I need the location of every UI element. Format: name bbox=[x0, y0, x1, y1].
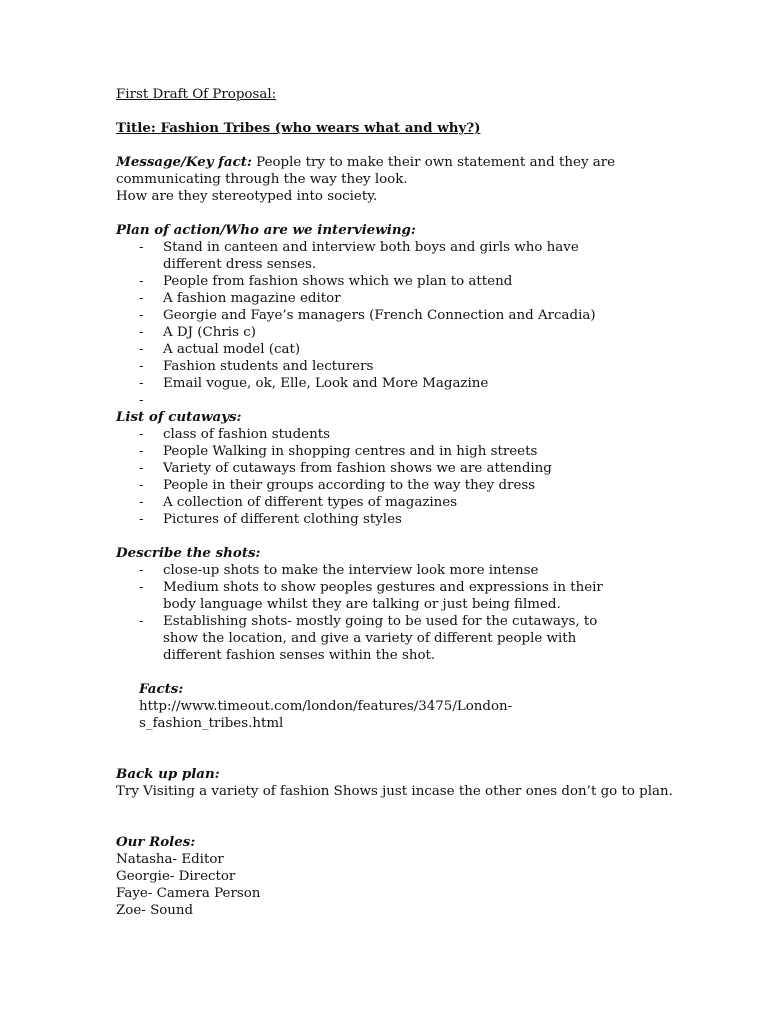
shot-item-text: close-up shots to make the interview look more intense bbox=[163, 563, 539, 578]
bullet-dash: - bbox=[139, 614, 144, 629]
plan-item bbox=[139, 358, 708, 375]
cutaway-item-text: People Walking in shopping centres and in high streets bbox=[163, 444, 538, 459]
plan-item bbox=[139, 392, 708, 409]
message-text-1: People try to make their own statement and they are bbox=[251, 155, 616, 170]
message-text-3: How are they stereotyped into society. bbox=[116, 189, 378, 204]
shots-heading: Describe the shots: bbox=[116, 545, 261, 561]
plan-item-text: A actual model (cat) bbox=[163, 342, 301, 357]
shot-item-text: Establishing shots- mostly going to be used for the cutaways, to show the location, and give a variety of different people with different fashion senses within the shot. bbox=[163, 614, 598, 663]
plan-item-text: A DJ (Chris c) bbox=[163, 325, 256, 340]
cutaway-item-text: Variety of cutaways from fashion shows we are attending bbox=[163, 461, 552, 476]
plan-item bbox=[139, 290, 708, 307]
role-item: Faye- Camera Person bbox=[116, 886, 261, 901]
cutaway-item bbox=[139, 477, 708, 494]
role-item: Zoe- Sound bbox=[116, 903, 194, 918]
bullet-dash: - bbox=[139, 240, 144, 255]
cutaway-item-text: A collection of different types of magazines bbox=[163, 495, 458, 510]
shot-item-text: Medium shots to show peoples gestures and expressions in their body language whilst they are talking or just being filmed. bbox=[163, 580, 603, 612]
facts-heading: Facts: bbox=[139, 681, 184, 697]
bullet-dash: - bbox=[139, 563, 144, 578]
bullet-dash: - bbox=[139, 393, 144, 408]
draft-title: First Draft Of Proposal: bbox=[116, 87, 277, 102]
bullet-dash: - bbox=[139, 376, 144, 391]
shot-item bbox=[139, 579, 708, 613]
cutaway-item bbox=[139, 443, 708, 460]
cutaway-item-text: class of fashion students bbox=[163, 427, 330, 442]
bullet-dash: - bbox=[139, 342, 144, 357]
shot-item bbox=[139, 562, 708, 579]
plan-item bbox=[139, 273, 708, 290]
cutaway-item bbox=[139, 494, 708, 511]
bullet-dash: - bbox=[139, 359, 144, 374]
roles-heading: Our Roles: bbox=[116, 834, 196, 850]
facts-link-line-1[interactable]: http://www.timeout.com/london/features/3475/London- bbox=[139, 699, 513, 714]
plan-item-text: Georgie and Faye’s managers (French Connection and Arcadia) bbox=[163, 308, 596, 323]
cutaway-item bbox=[139, 460, 708, 477]
bullet-dash: - bbox=[139, 444, 144, 459]
roles-list bbox=[116, 851, 708, 919]
plan-heading: Plan of action/Who are we interviewing: bbox=[116, 222, 416, 238]
cutaway-item-text: Pictures of different clothing styles bbox=[163, 512, 402, 527]
role-item: Natasha- Editor bbox=[116, 852, 224, 867]
role-item: Georgie- Director bbox=[116, 869, 236, 884]
plan-item bbox=[139, 307, 708, 324]
plan-item-text: A fashion magazine editor bbox=[163, 291, 341, 306]
cutaway-item-text: People in their groups according to the way they dress bbox=[163, 478, 536, 493]
bullet-dash: - bbox=[139, 274, 144, 289]
bullet-dash: - bbox=[139, 308, 144, 323]
cutaway-item bbox=[139, 511, 708, 528]
bullet-dash: - bbox=[139, 580, 144, 595]
message-line-1 bbox=[116, 154, 708, 171]
plan-item-text: Stand in canteen and interview both boys and girls who have different dress senses. bbox=[163, 240, 579, 272]
bullet-dash: - bbox=[139, 512, 144, 527]
backup-text: Try Visiting a variety of fashion Shows just incase the other ones don’t go to plan. bbox=[116, 784, 673, 799]
cutaways-heading: List of cutaways: bbox=[116, 409, 242, 425]
bullet-dash: - bbox=[139, 478, 144, 493]
plan-item bbox=[139, 341, 708, 358]
bullet-dash: - bbox=[139, 291, 144, 306]
bullet-dash: - bbox=[139, 495, 144, 510]
shots-list bbox=[116, 562, 708, 664]
bullet-dash: - bbox=[139, 461, 144, 476]
plan-item bbox=[139, 239, 708, 273]
message-label: Message/Key fact: bbox=[116, 154, 252, 170]
proposal-title: Title: Fashion Tribes (who wears what and why?) bbox=[116, 120, 481, 136]
message-text-2: communicating through the way they look. bbox=[116, 172, 408, 187]
bullet-dash: - bbox=[139, 325, 144, 340]
facts-link-line-2[interactable]: s_fashion_tribes.html bbox=[139, 716, 284, 731]
shot-item bbox=[139, 613, 708, 664]
plan-item-text: People from fashion shows which we plan to attend bbox=[163, 274, 513, 289]
bullet-dash: - bbox=[139, 427, 144, 442]
backup-heading: Back up plan: bbox=[116, 766, 220, 782]
plan-item-text: Email vogue, ok, Elle, Look and More Magazine bbox=[163, 376, 489, 391]
plan-item-text: Fashion students and lecturers bbox=[163, 359, 374, 374]
plan-list bbox=[116, 239, 708, 409]
cutaway-item bbox=[139, 426, 708, 443]
plan-item bbox=[139, 324, 708, 341]
plan-item-text bbox=[163, 392, 633, 409]
cutaways-list bbox=[116, 426, 708, 528]
plan-item bbox=[139, 375, 708, 392]
